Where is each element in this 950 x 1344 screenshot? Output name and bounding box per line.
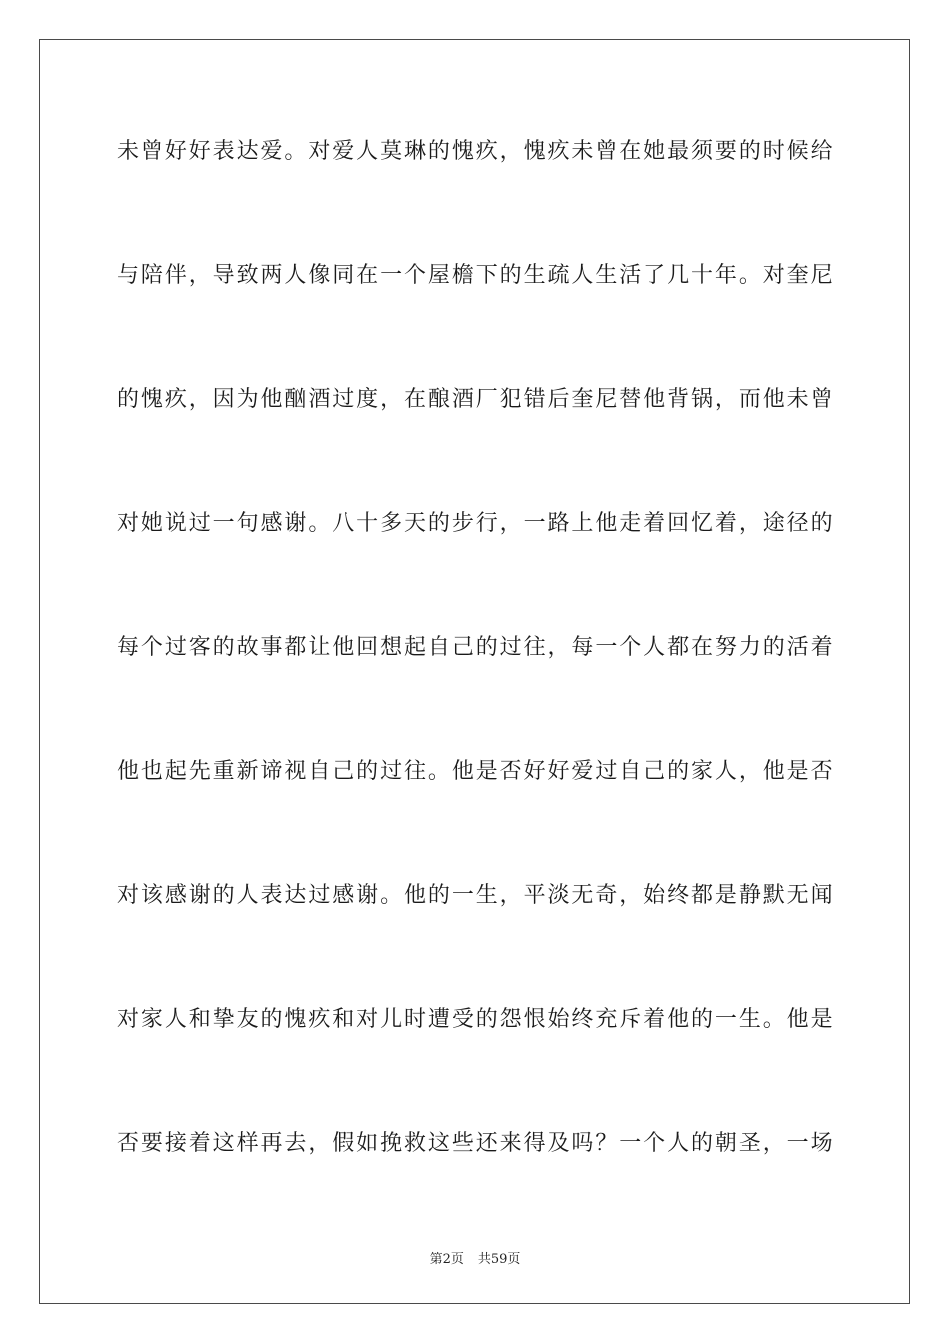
text-line-1: 未曾好好表达爱。对爱人莫琳的愧疚，愧疚未曾在她最须要的时候给 — [117, 139, 833, 164]
page-footer — [0, 1248, 950, 1267]
text-line-7: 对该感谢的人表达过感谢。他的一生，平淡无奇，始终都是静默无闻 — [117, 883, 833, 908]
text-line-2: 与陪伴，导致两人像同在一个屋檐下的生疏人生活了几十年。对奎尼 — [117, 263, 833, 288]
document-body — [117, 130, 833, 1246]
page-total: 共59页 — [477, 1252, 521, 1267]
text-line-6: 他也起先重新谛视自己的过往。他是否好好爱过自己的家人，他是否 — [117, 759, 833, 784]
text-line-9: 否要接着这样再去，假如挽救这些还来得及吗？一个人的朝圣，一场 — [117, 1131, 833, 1156]
text-line-4: 对她说过一句感谢。八十多天的步行，一路上他走着回忆着，途径的 — [117, 511, 833, 536]
text-line-3: 的愧疚，因为他酗酒过度，在酿酒厂犯错后奎尼替他背锅，而他未曾 — [117, 387, 833, 412]
page-number: 第2页 — [429, 1252, 464, 1267]
text-line-5: 每个过客的故事都让他回想起自己的过往，每一个人都在努力的活着 — [117, 635, 833, 660]
text-line-8: 对家人和挚友的愧疚和对儿时遭受的怨恨始终充斥着他的一生。他是 — [117, 1007, 833, 1032]
